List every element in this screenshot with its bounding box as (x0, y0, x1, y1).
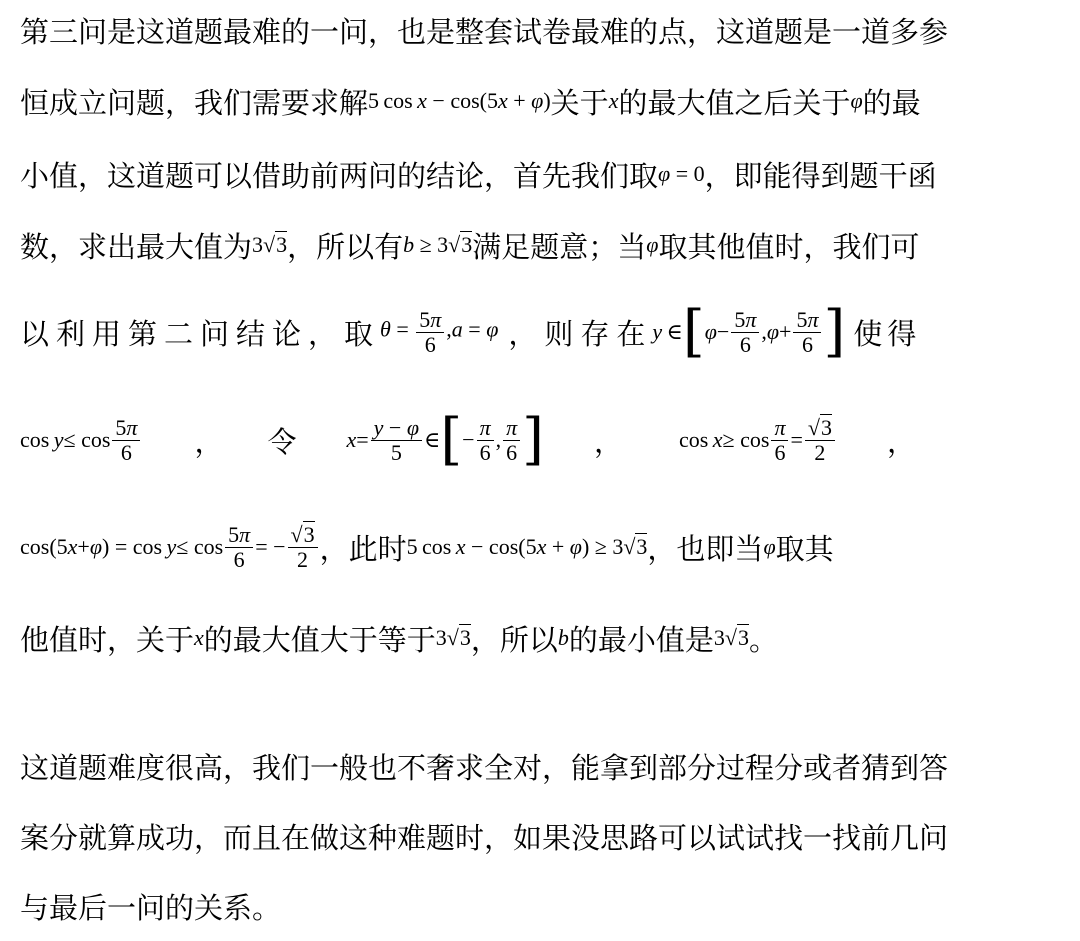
paragraph-2-line-2 (20, 806, 948, 866)
text-line-8 (20, 608, 778, 668)
text-segment: 的最大值之后关于 (618, 85, 851, 120)
math-var-x: x (608, 88, 619, 113)
text-line-1 (20, 0, 948, 60)
text-segment: 。 (748, 622, 778, 657)
paragraph-2-line-3 (20, 876, 281, 936)
math-var-phi: φ (763, 534, 776, 559)
math-b-ge: b ≥ 3√3 (403, 232, 473, 257)
math-var-phi: φ (850, 88, 863, 113)
paragraph-2-line-1 (20, 736, 948, 796)
math-theta-a: θ = $\frac{5\pi}{6}$ ,a = φ (380, 307, 499, 357)
math-var-phi: φ (646, 232, 659, 257)
math-cos-5x: cos(5 x + φ ) = cos y ≤ cos $\frac{5\pi}{6}$ = − $\frac{√3}{2}$ (20, 523, 320, 570)
text-line-7 (20, 515, 834, 579)
text-segment: 他值时，关于 (20, 622, 195, 657)
text-segment: ，也即当 (647, 531, 764, 566)
text-line-3 (20, 144, 937, 204)
text-line-5 (20, 300, 921, 364)
math-cos-y: cos y ≤ cos $\frac{5\pi}{6}$ (20, 416, 142, 463)
math-max-value: 3√3 (252, 232, 288, 257)
text-line-2 (20, 71, 921, 131)
text-segment: 关于 (550, 85, 609, 120)
text-segment: 第三问是这道题最难的一问，也是整套试卷最难的点，这道题是一道多参 (20, 14, 949, 49)
text-line-4 (20, 215, 919, 275)
text-segment: 案分就算成功，而且在做这种难题时，如果没思路可以试试找一找前几问 (20, 820, 949, 855)
text-line-6 (20, 408, 916, 472)
text-segment: 小值，这道题可以借助前两问的结论，首先我们取 (20, 158, 659, 193)
text-segment: 满足题意；当 (472, 229, 647, 264)
math-var-x: x (194, 625, 204, 650)
text-segment: 恒成立问题，我们需要求解 (20, 85, 369, 120)
math-x-interval: x = $\frac{y - \varphi}{5}$ ∈ [ − $\frac{\pi}{6}$ , $\frac{\pi}{6}$ ] (346, 407, 545, 472)
text-segment: 的最 (862, 85, 921, 120)
math-max-value: 3√3 (435, 625, 471, 650)
text-segment: ，所以有 (287, 229, 404, 264)
math-expr-objective: 5 cos x − cos(5x + φ) (368, 88, 551, 113)
text-segment: 取其他值时，我们可 (658, 229, 920, 264)
text-segment: 令 (267, 424, 297, 459)
math-phi-zero: φ = 0 (658, 161, 705, 186)
text-segment: 数，求出最大值为 (20, 229, 253, 264)
text-segment: 以利用第二问结论，取 (20, 316, 381, 351)
text-segment: ，则存在 (508, 316, 653, 351)
math-y-interval: y ∈ [ φ − $\frac{5\pi}{6}$ , φ + $\frac{5\pi}{6}$ ] (652, 299, 846, 364)
text-segment: ，即能得到题干函 (704, 158, 937, 193)
text-segment: 的最小值是 (568, 622, 714, 657)
math-var-b: b (557, 625, 569, 650)
text-segment: 使得 (853, 316, 922, 351)
text-segment: 取其 (775, 531, 834, 566)
text-segment: ，此时 (319, 531, 407, 566)
text-segment: 的最大值大于等于 (203, 622, 436, 657)
text-segment: 与最后一问的关系。 (20, 890, 282, 925)
text-segment: 这道题难度很高，我们一般也不奢求全对，能拿到部分过程分或者猜到答 (20, 750, 949, 785)
text-segment: ， (886, 424, 916, 459)
math-min-value: 3√3 (713, 625, 749, 650)
text-segment: ，所以 (470, 622, 558, 657)
math-inequality: 5 cos x − cos(5x + φ) ≥ 3√3 (406, 534, 648, 559)
math-cos-x: cos x ≥ cos $\frac{\pi}{6}$ = $\frac{√3}{2}$ (679, 416, 837, 463)
text-segment: ， (194, 424, 224, 459)
text-segment: ， (594, 424, 624, 459)
